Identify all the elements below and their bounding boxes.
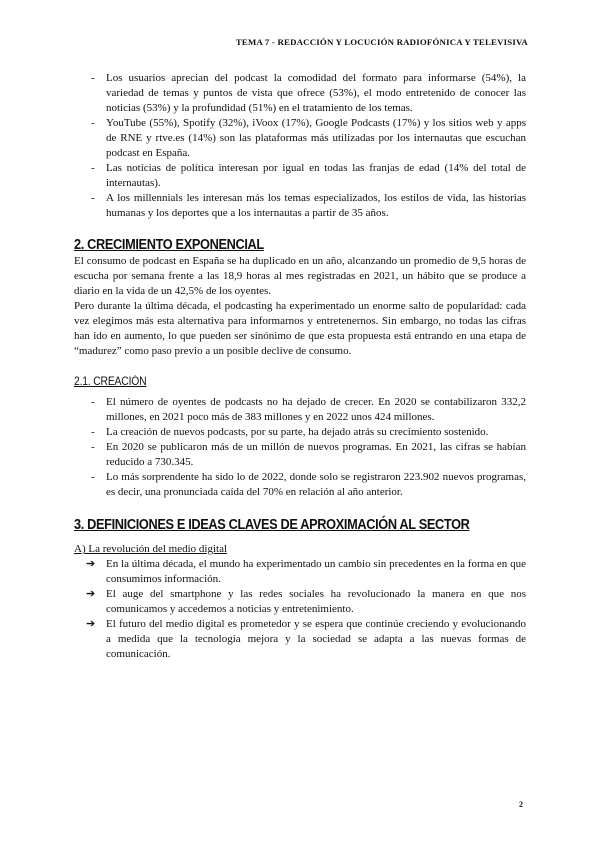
running-header: TEMA 7 - REDACCIÓN Y LOCUCIÓN RADIOFÓNICA Y TELEVISIVA [235,37,528,47]
dash-bullet: - [91,162,95,174]
paragraph: Pero durante la última década, el podcasting ha experimentado un enorme salto de popularidad: cada vez elegimos más esta alternativa para informarnos y entretenernos. Sin embargo, no todas las cifras han ido en aumento, lo que pueden ser sinónimo de que esta propuesta está entrando en una etapa de “madurez” como paso previo a un posible declive de consumo. [74,300,526,357]
page-number: 2 [519,800,523,809]
subsection-heading-digital: A) La revolución del medio digital [74,543,228,555]
list-item [74,587,526,617]
list-item [74,395,526,425]
list-item-text: La creación de nuevos podcasts, por su parte, ha dejado atrás su crecimiento sostenido. [106,426,489,438]
creation-bullet-list [74,395,526,500]
list-item [74,440,526,470]
list-item [74,557,526,587]
list-item-text: En la última década, el mundo ha experimentado un cambio sin precedentes en la forma en que consumimos información. [106,558,526,585]
list-item-text: Lo más sorprendente ha sido lo de 2022, donde solo se registraron 223.902 nuevos programas, es decir, una pronunciada caída del 70% en relación al año anterior. [106,471,526,498]
digital-bullet-list [74,557,526,662]
paragraph: El consumo de podcast en España se ha duplicado en un año, alcanzando un promedio de 9,5 horas de escucha por semana frente a las 18,9 horas al mes registradas en 2021, un hábito que se produce a diario en la vida de un 42,5% de los oyentes. [74,255,526,297]
arrow-right-icon: ➔ [86,588,96,600]
intro-bullet-list [74,71,526,221]
list-item-text: En 2020 se publicaron más de un millón de nuevos programas. En 2021, las cifras se habían reducido a 730.345. [106,441,526,468]
list-item-text: A los millennials les interesan más los temas especializados, los estilos de vida, las historias humanas y los deportes que a los internautas a partir de 35 años. [106,192,526,219]
section-heading-definitions: 3. DEFINICIONES E IDEAS CLAVES DE APROXIMACIÓN AL SECTOR [74,517,470,533]
list-item [74,617,526,662]
list-item-text: Los usuarios aprecian del podcast la comodidad del formato para informarse (54%), la variedad de temas y puntos de vista que ofrece (53%), el modo entretenido de conocer las noticias (53%) y la profundidad (51%) en el tratamiento de los temas. [106,72,526,114]
arrow-right-icon: ➔ [86,618,96,630]
dash-bullet: - [91,72,95,84]
list-item-text: El número de oyentes de podcasts no ha dejado de crecer. En 2020 se contabilizaron 332,2 millones, en 2021 poco más de 383 millones y en 2022 unos 424 millones. [106,396,526,423]
dash-bullet: - [91,396,95,408]
list-item [74,116,526,161]
list-item [74,470,526,500]
subsection-heading-creation: 2.1. CREACIÓN [74,376,147,388]
list-item [74,425,526,440]
dash-bullet: - [91,471,95,483]
list-item-text: Las noticias de política interesan por igual en todas las franjas de edad (14% del total de internautas). [106,162,526,189]
dash-bullet: - [91,441,95,453]
dash-bullet: - [91,117,95,129]
list-item-text: El futuro del medio digital es prometedor y se espera que continúe creciendo y evolucionando a medida que la tecnología mejora y la sociedad se adapta a las nuevas formas de comunicación. [106,618,526,660]
dash-bullet: - [91,426,95,438]
list-item [74,161,526,191]
list-item-text: El auge del smartphone y las redes sociales ha revolucionado la manera en que nos comunicamos y accedemos a noticias y entretenimiento. [106,588,526,615]
dash-bullet: - [91,192,95,204]
list-item [74,191,526,221]
list-item-text: YouTube (55%), Spotify (32%), iVoox (17%), Google Podcasts (17%) y los sitios web y apps de RNE y rtve.es (14%) son las plataformas más utilizadas por los internautas que escuchan podcast en España. [106,117,526,159]
arrow-right-icon: ➔ [86,558,96,570]
section-heading-growth: 2. CRECIMIENTO EXPONENCIAL [74,237,264,253]
page-content [74,71,526,662]
list-item [74,71,526,116]
